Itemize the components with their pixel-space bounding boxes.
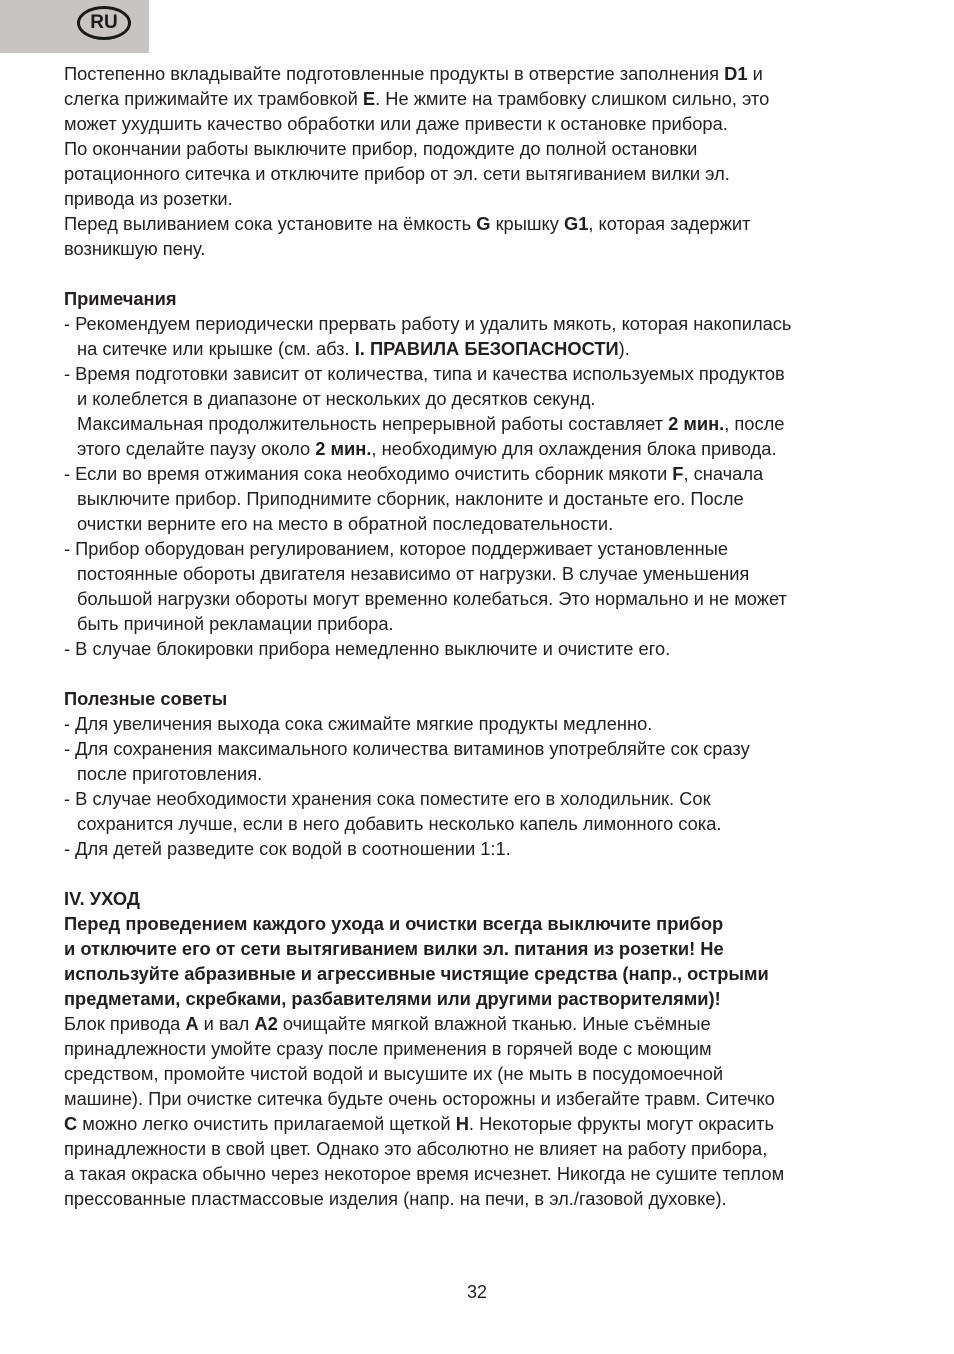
text-line: Перед выливанием сока установите на ёмкость G крышку G1, которая задержит bbox=[64, 213, 751, 234]
text-line: может ухудшить качество обработки или даже привести к остановке прибора. bbox=[64, 113, 728, 134]
warning-line: и отключите его от сети вытягиванием вилки эл. питания из розетки! Не bbox=[64, 938, 724, 959]
text-line: прессованные пластмассовые изделия (напр. на печи, в эл./газовой духовке). bbox=[64, 1188, 727, 1209]
text-line: принадлежности в свой цвет. Однако это абсолютно не влияет на работу прибора, bbox=[64, 1138, 768, 1159]
text-line: привода из розетки. bbox=[64, 188, 233, 209]
list-item-cont: после приготовления. bbox=[77, 763, 263, 784]
list-item: - Для детей разведите сок водой в соотношении 1:1. bbox=[64, 838, 511, 859]
page-content bbox=[64, 61, 894, 1211]
list-item: - Рекомендуем периодически прервать работу и удалить мякоть, которая накопилась bbox=[64, 313, 792, 334]
list-item: - В случае блокировки прибора немедленно выключите и очистите его. bbox=[64, 638, 671, 659]
list-item: - Время подготовки зависит от количества, типа и качества используемых продуктов bbox=[64, 363, 785, 384]
text-line: а такая окраска обычно через некоторое время исчезнет. Никогда не сушите теплом bbox=[64, 1163, 785, 1184]
list-item: - В случае необходимости хранения сока поместите его в холодильник. Сок bbox=[64, 788, 711, 809]
list-item-cont: быть причиной рекламации прибора. bbox=[77, 613, 394, 634]
text-line: ротационного ситечка и отключите прибор от эл. сети вытягиванием вилки эл. bbox=[64, 163, 730, 184]
warning-line: предметами, скребками, разбавителями или другими растворителями)! bbox=[64, 988, 721, 1009]
list-item: - Если во время отжимания сока необходимо очистить сборник мякоти F, сначала bbox=[64, 463, 764, 484]
list-item-cont: на ситечке или крышке (см. абз. I. ПРАВИЛА БЕЗОПАСНОСТИ). bbox=[77, 338, 630, 359]
list-item-cont: этого сделайте паузу около 2 мин., необходимую для охлаждения блока привода. bbox=[77, 438, 777, 459]
warning-line: Перед проведением каждого ухода и очистки всегда выключите прибор bbox=[64, 913, 724, 934]
intro-paragraph bbox=[64, 61, 894, 261]
care-heading: IV. УХОД bbox=[64, 888, 140, 909]
care-section bbox=[64, 886, 894, 1211]
language-tab bbox=[0, 0, 149, 53]
text-line: возникшую пену. bbox=[64, 238, 206, 259]
warning-line: используйте абразивные и агрессивные чистящие средства (напр., острыми bbox=[64, 963, 769, 984]
text-line: Постепенно вкладывайте подготовленные продукты в отверстие заполнения D1 и bbox=[64, 63, 763, 84]
text-line: По окончании работы выключите прибор, подождите до полной остановки bbox=[64, 138, 698, 159]
page-number: 32 bbox=[466, 1282, 488, 1302]
language-badge: RU bbox=[77, 6, 131, 40]
list-item: - Для сохранения максимального количества витаминов употребляйте сок сразу bbox=[64, 738, 750, 759]
list-item-cont: и колеблется в диапазоне от нескольких до десятков секунд. bbox=[77, 388, 596, 409]
text-line: Блок привода A и вал A2 очищайте мягкой влажной тканью. Иные съёмные bbox=[64, 1013, 711, 1034]
text-line: машине). При очистке ситечка будьте очень осторожны и избегайте травм. Ситечко bbox=[64, 1088, 775, 1109]
notes-heading: Примечания bbox=[64, 288, 177, 309]
list-item-cont: постоянные обороты двигателя независимо от нагрузки. В случае уменьшения bbox=[77, 563, 750, 584]
list-item: - Для увеличения выхода сока сжимайте мягкие продукты медленно. bbox=[64, 713, 653, 734]
list-item-cont: Максимальная продолжительность непрерывной работы составляет 2 мин., после bbox=[77, 413, 785, 434]
tips-section bbox=[64, 686, 894, 861]
list-item-cont: большой нагрузки обороты могут временно колебаться. Это нормально и не может bbox=[77, 588, 787, 609]
text-line: принадлежности умойте сразу после применения в горячей воде с моющим bbox=[64, 1038, 712, 1059]
list-item: - Прибор оборудован регулированием, которое поддерживает установленные bbox=[64, 538, 729, 559]
text-line: слегка прижимайте их трамбовкой E. Не жмите на трамбовку слишком сильно, это bbox=[64, 88, 770, 109]
list-item-cont: очистки верните его на место в обратной последовательности. bbox=[77, 513, 614, 534]
text-line: C можно легко очистить прилагаемой щеткой H. Некоторые фрукты могут окрасить bbox=[64, 1113, 774, 1134]
list-item-cont: выключите прибор. Приподнимите сборник, наклоните и достаньте его. После bbox=[77, 488, 744, 509]
text-line: средством, промойте чистой водой и высушите их (не мыть в посудомоечной bbox=[64, 1063, 724, 1084]
list-item-cont: сохранится лучше, если в него добавить несколько капель лимонного сока. bbox=[77, 813, 722, 834]
tips-heading: Полезные советы bbox=[64, 688, 228, 709]
notes-section bbox=[64, 286, 894, 661]
